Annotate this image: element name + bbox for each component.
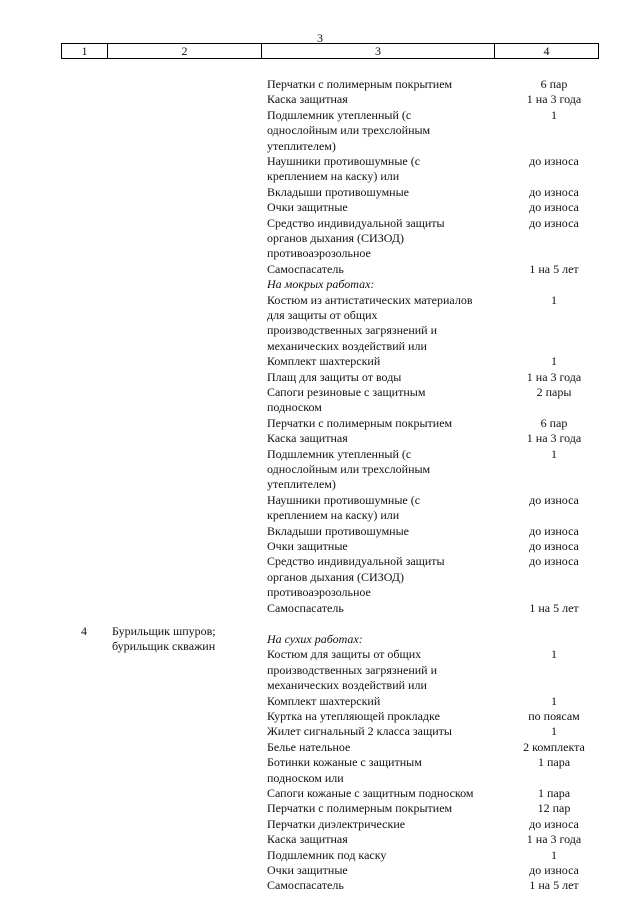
item-quantity: 1 — [551, 107, 557, 122]
item-quantity: до износа — [529, 523, 579, 538]
item-name: противоаэрозольное — [267, 246, 371, 261]
item-name: Наушники противошумные (с — [267, 154, 421, 168]
item-quantity: 1 на 5 лет — [529, 600, 579, 615]
item-name: производственных загрязнений и — [267, 323, 438, 338]
item-quantity: до износа — [529, 215, 579, 230]
item-quantity: 1 пара — [537, 755, 571, 770]
item-name: механических воздействий или — [267, 678, 427, 693]
item-quantity: до износа — [529, 539, 579, 553]
item-quantity: 1 на 3 года — [526, 431, 582, 446]
item-name: Сапоги кожаные с защитным подноском — [267, 786, 474, 800]
item-quantity: 6 пар — [540, 77, 568, 91]
item-quantity: 6 пар — [540, 415, 568, 430]
item-name: однослойным или трехслойным — [267, 123, 431, 138]
item-quantity: 1 на 3 года — [526, 92, 582, 107]
item-name: Вкладыши противошумные — [267, 184, 409, 199]
item-name: Белье нательное — [267, 739, 351, 754]
item-quantity: 1 — [551, 354, 557, 369]
item-quantity: 1 на 5 лет — [529, 878, 579, 893]
item-quantity: 2 комплекта — [523, 739, 585, 754]
item-quantity: 2 пары — [536, 385, 572, 399]
item-name: Перчатки диэлектрические — [267, 816, 406, 831]
item-quantity: 1 — [551, 446, 557, 461]
section-heading: На сухих работах: — [267, 632, 363, 646]
item-name: Очки защитные — [267, 200, 348, 215]
item-name: Самоспасатель — [267, 600, 344, 615]
item-quantity: 1 — [551, 292, 557, 307]
item-name: Наушники противошумные (с — [267, 492, 421, 507]
item-name: Самоспасатель — [267, 878, 344, 893]
item-quantity: 1 на 3 года — [526, 369, 582, 384]
item-quantity: до износа — [529, 184, 579, 199]
item-quantity: 1 на 3 года — [526, 832, 582, 847]
item-name: Подшлемник под каску — [267, 847, 387, 862]
row-number: 4 — [81, 624, 87, 638]
item-name: креплением на каску) или — [267, 508, 400, 523]
item-name: Самоспасатель — [267, 261, 344, 276]
item-name: однослойным или трехслойным — [267, 462, 431, 476]
item-name: креплением на каску) или — [267, 169, 400, 184]
item-quantity: до износа — [529, 492, 579, 507]
item-quantity: 1 — [551, 847, 557, 862]
item-quantity: до износа — [529, 154, 579, 168]
item-name: Очки защитные — [267, 539, 348, 553]
item-name: органов дыхания (СИЗОД) — [267, 231, 404, 245]
item-name: для защиты от общих — [267, 308, 378, 322]
item-name: Сапоги резиновые с защитным — [267, 385, 426, 399]
profession-line: бурильщик скважин — [112, 639, 216, 653]
item-name: Перчатки с полимерным покрытием — [267, 77, 453, 91]
item-name: производственных загрязнений и — [267, 662, 438, 677]
item-name: Каска защитная — [267, 431, 348, 446]
item-quantity: 1 — [551, 647, 557, 662]
item-name: Средство индивидуальной защиты — [267, 215, 445, 230]
item-name: Средство индивидуальной защиты — [267, 554, 445, 569]
item-quantity: до износа — [529, 816, 579, 831]
item-name: механических воздействий или — [267, 338, 427, 353]
header-col-4: 4 — [543, 44, 550, 58]
item-name: подноском или — [267, 770, 344, 785]
item-name: Перчатки с полимерным покрытием — [267, 801, 453, 816]
item-quantity: по поясам — [528, 709, 580, 723]
item-name: органов дыхания (СИЗОД) — [267, 569, 404, 584]
item-name: противоаэрозольное — [267, 585, 371, 600]
item-quantity: до износа — [529, 863, 579, 877]
item-name: Ботинки кожаные с защитным — [267, 755, 422, 770]
item-name: Комплект шахтерский — [267, 693, 381, 708]
item-quantity: 12 пар — [537, 801, 571, 816]
item-name: Перчатки с полимерным покрытием — [267, 415, 453, 430]
item-name: Жилет сигнальный 2 класса защиты — [267, 724, 452, 739]
profession-line: Бурильщик шпуров; — [112, 624, 216, 638]
item-quantity: 1 пара — [537, 786, 571, 800]
profession-name — [112, 624, 216, 654]
header-col-2: 2 — [108, 44, 262, 58]
item-quantity: до износа — [529, 554, 579, 569]
item-name: Каска защитная — [267, 92, 348, 107]
item-quantity: до износа — [529, 200, 579, 215]
item-name: Подшлемник утепленный (с — [267, 107, 412, 122]
item-name: Каска защитная — [267, 832, 348, 847]
item-name: Костюм для защиты от общих — [267, 647, 422, 662]
table-header — [61, 43, 599, 59]
item-name: Куртка на утепляющей прокладке — [267, 709, 440, 723]
header-col-3: 3 — [262, 44, 495, 58]
item-quantity: 1 — [551, 724, 557, 739]
item-name: Очки защитные — [267, 863, 348, 877]
item-name: Подшлемник утепленный (с — [267, 446, 412, 461]
item-quantity: 1 на 5 лет — [529, 261, 579, 276]
section-heading: На мокрых работах: — [267, 277, 375, 292]
item-name: подноском — [267, 400, 322, 415]
item-name: Плащ для защиты от воды — [267, 369, 402, 384]
item-name: утеплителем) — [267, 138, 336, 153]
item-name: Костюм из антистатических материалов — [267, 292, 473, 307]
item-name: Вкладыши противошумные — [267, 523, 409, 538]
header-col-1: 1 — [62, 44, 108, 58]
item-name: утеплителем) — [267, 477, 336, 492]
item-quantity: 1 — [551, 693, 557, 708]
page-number: 3 — [317, 31, 323, 45]
item-name: Комплект шахтерский — [267, 354, 381, 369]
